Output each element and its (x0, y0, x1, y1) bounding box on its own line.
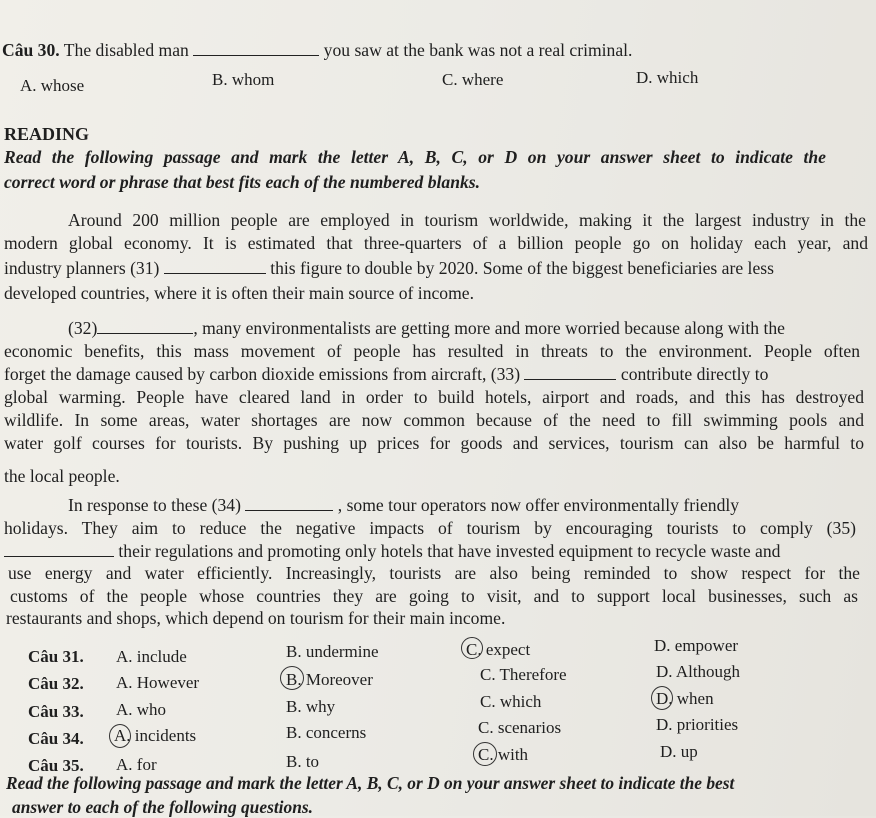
q35-option-b: B. to (286, 752, 320, 771)
q32-answer-circle (280, 666, 304, 690)
blank-34 (245, 496, 333, 511)
q34-option-b: B. concerns (286, 723, 367, 742)
q30-option-d: D. which (636, 68, 699, 87)
q34-option-c: C. scenarios (478, 718, 562, 737)
q30-stem-b: you saw at the bank was not a real criminal. (323, 40, 633, 60)
q33-label: Câu 33. (28, 702, 84, 721)
passage-p3-line-5: customs of the people whose countries they are going to visit, and to support local businesses, such as (10, 586, 858, 606)
q30-stem (2, 40, 632, 61)
q35-label: Câu 35. (28, 756, 84, 775)
passage-p2-line-1 (68, 318, 785, 339)
passage-p1-line-3a: industry planners (31) (4, 258, 160, 278)
q32-label: Câu 32. (28, 674, 84, 693)
q33-option-b: B. why (286, 697, 336, 716)
q32-option-a: A. However (116, 673, 200, 692)
passage-p2-line-2: economic benefits, this mass movement of people has resulted in threats to the environment. People often (4, 341, 860, 361)
passage-p2-line-3b: contribute directly to (620, 364, 769, 384)
blank-35 (4, 542, 114, 557)
q31-option-a: A. include (116, 647, 187, 666)
passage-p1-line-3b: this figure to double by 2020. Some of the biggest beneficiaries are less (270, 258, 774, 278)
q30-option-c: C. where (442, 70, 504, 89)
passage-p3-line-1a: In response to these (34) (68, 495, 241, 515)
passage-p2-line-6: water golf courses for tourists. By pushing up prices for goods and services, tourism can also be harmful to (4, 433, 864, 453)
passage-p2-line-1b: , many environmentalists are getting more and more worried because along with the (193, 318, 785, 338)
q30-label: Câu 30. (2, 40, 60, 60)
q30-stem-a: The disabled man (63, 40, 189, 60)
passage-p3-line-4: use energy and water efficiently. Increasingly, tourists are also being reminded to show respect for the (8, 563, 860, 583)
q33-option-d: D. when (656, 689, 714, 708)
q34-answer-circle (109, 724, 131, 748)
passage-p3-line-2: holidays. They aim to reduce the negative impacts of tourism by encouraging tourists to comply (35) (4, 518, 856, 538)
passage-p3-line-3-text: their regulations and promoting only hotels that have invested equipment to recycle waste and (118, 541, 781, 561)
q32-option-d: D. Although (656, 662, 741, 681)
passage-p1-line-4: developed countries, where it is often their main source of income. (4, 283, 474, 303)
next-instruction-line-1: Read the following passage and mark the letter A, B, C, or D on your answer sheet to indicate the best (6, 773, 735, 793)
q30-option-a: A. whose (20, 76, 85, 95)
q32-option-c: C. Therefore (480, 665, 567, 684)
q35-option-a: A. for (116, 755, 157, 774)
blank-32 (97, 319, 193, 334)
next-instruction-line-2: answer to each of the following questions. (12, 797, 313, 817)
q32-option-b: B. Moreover (286, 670, 373, 689)
q35-answer-circle (473, 742, 497, 766)
blank-33 (524, 365, 616, 380)
q34-option-a: A. incidents (114, 726, 197, 745)
passage-p1-line-1: Around 200 million people are employed in tourism worldwide, making it the largest industry in the (68, 210, 866, 230)
passage-p2-line-1a: (32) (68, 318, 98, 338)
passage-p3-line-1 (68, 495, 739, 516)
passage-p2-line-5: wildlife. In some areas, water shortages are now common because of the need to fill swimming pools and (4, 410, 864, 430)
passage-p2-line-3a: forget the damage caused by carbon dioxide emissions from aircraft, (33) (4, 364, 521, 384)
q34-option-d: D. priorities (656, 715, 739, 734)
blank-31 (164, 259, 266, 274)
passage-p3-line-6: restaurants and shops, which depend on tourism for their main income. (6, 608, 506, 628)
q33-option-a: A. who (116, 700, 167, 719)
passage-p3-line-3 (4, 541, 780, 562)
passage-p3-line-1b: , some tour operators now offer environmentally friendly (337, 495, 740, 515)
q30-blank (193, 41, 319, 56)
q31-answer-circle (461, 637, 483, 659)
q31-option-c: C. expect (466, 640, 531, 659)
reading-heading: READING (4, 124, 90, 144)
passage-p1-line-3 (4, 258, 774, 279)
q34-label: Câu 34. (28, 729, 84, 748)
q33-answer-circle (651, 686, 673, 710)
reading-instruction-line-2: correct word or phrase that best fits each of the numbered blanks. (4, 172, 481, 192)
q31-option-b: B. undermine (286, 642, 379, 661)
passage-p2-line-4: global warming. People have cleared land in order to build hotels, airport and roads, and this has destroyed (4, 387, 864, 407)
reading-instruction-line-1: Read the following passage and mark the letter A, B, C, or D on your answer sheet to indicate the (4, 147, 826, 167)
passage-p2-line-3 (4, 364, 768, 385)
q30-option-b: B. whom (212, 70, 275, 89)
q31-label: Câu 31. (28, 647, 84, 666)
q31-option-d: D. empower (654, 636, 739, 655)
passage-p2-line-7: the local people. (4, 466, 120, 486)
q35-option-c: C. with (478, 745, 529, 764)
q35-option-d: D. up (660, 742, 698, 761)
passage-p1-line-2: modern global economy. It is estimated that three-quarters of a billion people go on holiday each year, and (4, 233, 868, 253)
q33-option-c: C. which (480, 692, 542, 711)
